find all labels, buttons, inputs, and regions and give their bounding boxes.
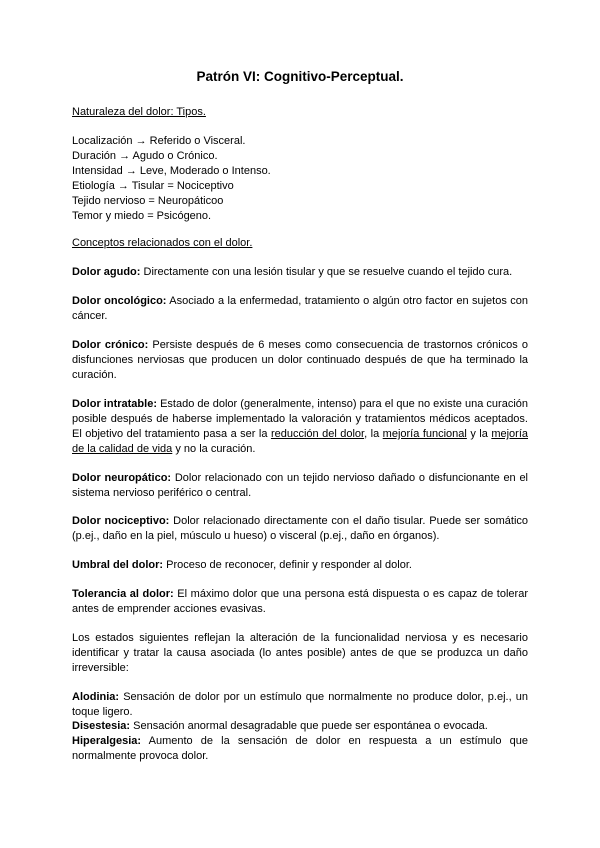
state-alodinia bbox=[72, 690, 528, 720]
definition-term: Dolor crónico: bbox=[72, 339, 149, 351]
state-disestesia bbox=[72, 719, 528, 734]
page-title: Patrón VI: Cognitivo-Perceptual. bbox=[196, 69, 404, 84]
definition-text: Directamente con una lesión tisular y que se resuelve cuando el tejido cura. bbox=[140, 266, 513, 278]
definition-underlined: mejoría de la calidad de vida bbox=[72, 428, 529, 455]
definition-text: Proceso de reconocer, definir y responder al dolor. bbox=[163, 559, 412, 571]
definition-text: Dolor relacionado directamente con el daño tisular. Puede ser somático (p.ej., daño en la piel, músculo u hueso) o visceral (p.ej., daño en órganos). bbox=[72, 515, 529, 542]
definition-text: Aumento de la sensación de dolor en respuesta a un estímulo que normalmente provoca dolor. bbox=[72, 735, 528, 762]
definition-text: El máximo dolor que una persona está dispuesta o es capaz de tolerar antes de emprender acciones evasivas. bbox=[72, 588, 528, 615]
definition-dolor-cronico bbox=[72, 338, 528, 383]
definition-dolor-neuropatico bbox=[72, 471, 528, 501]
definition-tolerancia bbox=[72, 587, 528, 617]
definition-term: Disestesia: bbox=[72, 720, 131, 732]
definition-term: Tolerancia al dolor: bbox=[72, 588, 174, 600]
pain-types-list bbox=[72, 134, 528, 224]
definition-term: Dolor agudo: bbox=[72, 266, 141, 278]
definition-text: Persiste después de 6 meses como consecuencia de trastornos crónicos o disfunciones nerviosas que producen un dolor continuado después de que ha terminado la curación. bbox=[72, 339, 528, 381]
intro-paragraph: Los estados siguientes reflejan la alteración de la funcionalidad nerviosa y es necesario identificar y tratar la causa asociada (lo antes posible) antes de que se produzca un daño irreversible: bbox=[72, 632, 528, 674]
definition-text: Estado de dolor (generalmente, intenso) para el que no existe una curación posible después de haberse implementado la valoración y tratamientos médicos aceptados. El objetivo del tratamiento pasa a ser la bbox=[72, 398, 529, 440]
definition-dolor-nociceptivo bbox=[72, 514, 528, 544]
definition-dolor-oncologico bbox=[72, 294, 528, 324]
list-item: Intensidad → Leve, Moderado o Intenso. bbox=[72, 165, 271, 177]
definition-text: , la bbox=[364, 428, 383, 440]
definition-text: Asociado a la enfermedad, tratamiento o algún otro factor en sujetos con cáncer. bbox=[72, 295, 529, 322]
definition-term: Dolor nociceptivo: bbox=[72, 515, 170, 527]
definition-term: Dolor oncológico: bbox=[72, 295, 167, 307]
definition-text: y la bbox=[466, 428, 492, 440]
definition-dolor-intratable bbox=[72, 397, 528, 457]
list-item: Duración → Agudo o Crónico. bbox=[72, 150, 218, 162]
list-item: Temor y miedo = Psicógeno. bbox=[72, 210, 212, 222]
definition-dolor-agudo bbox=[72, 265, 528, 280]
definition-text: Sensación de dolor por un estímulo que normalmente no produce dolor, p.ej., un toque ligero. bbox=[72, 691, 528, 718]
definition-underlined: mejoría funcional bbox=[382, 428, 467, 440]
list-item: Localización → Referido o Visceral. bbox=[72, 135, 246, 147]
definition-term: Hiperalgesia: bbox=[72, 735, 142, 747]
definition-umbral bbox=[72, 558, 528, 573]
list-item: Etiología → Tisular = Nociceptivo bbox=[72, 180, 234, 192]
section-heading-concepts: Conceptos relacionados con el dolor. bbox=[72, 237, 253, 249]
definition-term: Alodinia: bbox=[72, 691, 120, 703]
definition-term: Dolor intratable: bbox=[72, 398, 157, 410]
definition-underlined: reducción del dolor bbox=[270, 428, 365, 440]
definition-term: Dolor neuropático: bbox=[72, 472, 172, 484]
list-item: Tejido nervioso = Neuropáticoo bbox=[72, 195, 224, 207]
definition-term: Umbral del dolor: bbox=[72, 559, 164, 571]
section-heading-types: Naturaleza del dolor: Tipos. bbox=[72, 106, 206, 118]
definition-text: Sensación anormal desagradable que puede ser espontánea o evocada. bbox=[130, 720, 488, 732]
definition-text: Dolor relacionado con un tejido nervioso dañado o disfuncionante en el sistema nervioso periférico o central. bbox=[72, 472, 528, 499]
state-hiperalgesia bbox=[72, 734, 528, 764]
definition-text: y no la curación. bbox=[172, 443, 256, 455]
